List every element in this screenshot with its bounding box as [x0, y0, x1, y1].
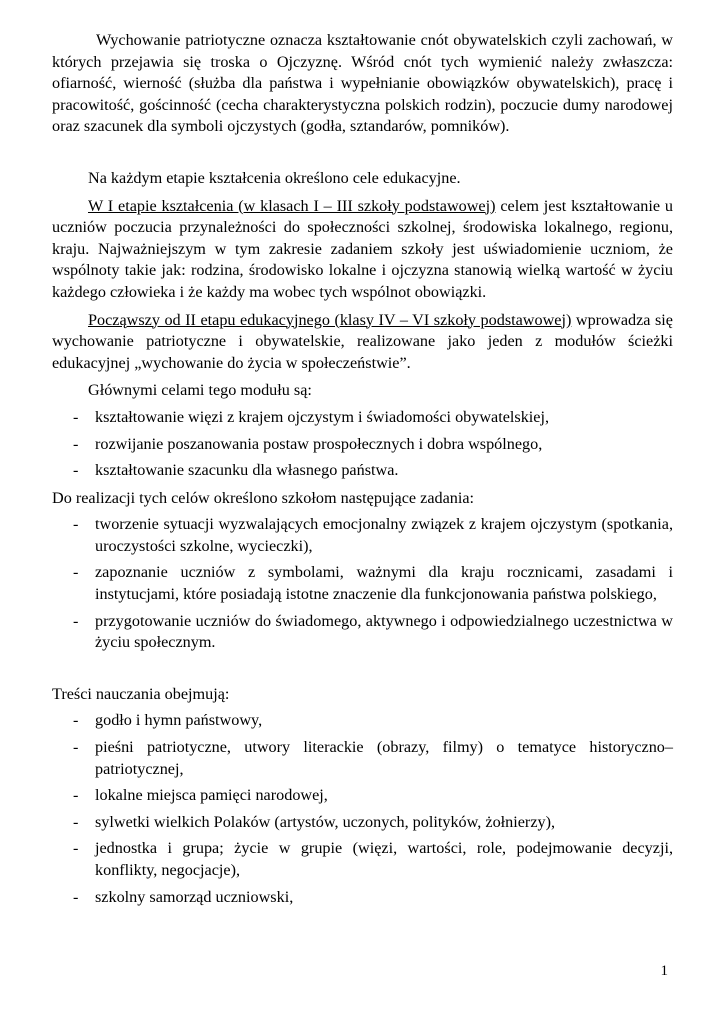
- module-goals-list: [52, 407, 673, 482]
- list-item: - przygotowanie uczniów do świadomego, aktywnego i odpowiedzialnego uczestnictwa w życiu społecznym.: [73, 611, 673, 652]
- dash-bullet: -: [73, 563, 79, 582]
- dash-bullet: -: [73, 786, 79, 805]
- dash-bullet: -: [73, 812, 79, 831]
- stage1-underlined-text: W I etapie kształcenia (w klasach I – III szkoły podstawowej): [88, 196, 496, 215]
- page-number: 1: [660, 963, 668, 979]
- list-item: - lokalne miejsca pamięci narodowej,: [52, 785, 673, 807]
- dash-bullet: -: [73, 887, 79, 906]
- tasks-heading: Do realizacji tych celów określono szkołom następujące zadania:: [52, 488, 475, 507]
- goals-intro-paragraph: Na każdym etapie kształcenia określono cele edukacyjne.: [88, 168, 461, 187]
- dash-bullet: -: [73, 434, 79, 453]
- list-item: - tworzenie sytuacji wyzwalających emocjonalny związek z krajem ojczystym (spotkania, uroczystości szkolne, wycieczki),: [73, 515, 673, 555]
- module-goals-heading: Głównymi celami tego modułu są:: [88, 381, 312, 400]
- list-item: - sylwetki wielkich Polaków (artystów, uczonych, polityków, żołnierzy),: [52, 812, 673, 834]
- tasks-list: [52, 514, 673, 654]
- list-item: - pieśni patriotyczne, utwory literackie (obrazy, filmy) o tematyce historyczno–patriotycznej,: [73, 738, 673, 778]
- list-item: - godło i hymn państwowy,: [52, 710, 673, 732]
- list-item: - kształtowanie szacunku dla własnego państwa.: [52, 460, 673, 482]
- dash-bullet: -: [73, 738, 79, 757]
- dash-bullet: -: [73, 711, 79, 730]
- stage1-text: celem jest kształtowanie u uczniów poczucia przynależności do społeczności szkolnej, środowiska lokalnego, regionu, kraju. Najważniejszym w tym zakresie zadaniem szkoły jest uświadomienie uczniom, że wspólnoty takie jak: rodzina, środowisko lokalne i ojczyzna stanowią wielką wartość w życiu każdego człowieka i że każdy ma wobec tych wspólnot obowiązki.: [52, 196, 674, 301]
- stage2-paragraph: [52, 310, 673, 375]
- stage2-text: wprowadza się wychowanie patriotyczne i obywatelskie, realizowane jako jeden z modułów ścieżki edukacyjnej „wychowanie do życia w społeczeństwie”.: [52, 310, 673, 372]
- list-item: - szkolny samorząd uczniowski,: [52, 887, 673, 909]
- stage2-underlined-text: Począwszy od II etapu edukacyjnego (klasy IV – VI szkoły podstawowej): [88, 310, 572, 329]
- dash-bullet: -: [73, 407, 79, 426]
- list-item: - rozwijanie poszanowania postaw prospołecznych i dobra wspólnego,: [52, 434, 673, 456]
- dash-bullet: -: [73, 515, 79, 534]
- stage1-paragraph: [52, 196, 673, 304]
- dash-bullet: -: [73, 461, 79, 480]
- dash-bullet: -: [73, 611, 79, 630]
- intro-paragraph: Wychowanie patriotyczne oznacza kształtowanie cnót obywatelskich czyli zachowań, w których przejawia się troska o Ojczyznę. Wśród cnót tych wymienić należy zwłaszcza: ofiarność, wierność (służba dla państwa i wypełnianie obowiązków obywatelskich), pracę i pracowitość, gościnność (cecha charakterystyczna polskich rodzin), poczucie dumy narodowej oraz szacunek dla symboli ojczystych (godła, sztandarów, pomników).: [52, 31, 673, 136]
- dash-bullet: -: [73, 839, 79, 858]
- content-heading: Treści nauczania obejmują:: [52, 684, 230, 703]
- list-item: - kształtowanie więzi z krajem ojczystym i świadomości obywatelskiej,: [52, 407, 673, 429]
- document-page: [52, 30, 673, 908]
- content-list: [52, 710, 673, 908]
- list-item: - zapoznanie uczniów z symbolami, ważnymi dla kraju rocznicami, zasadami i instytucjami, które posiadają istotne znaczenie dla funkcjonowania państwa polskiego,: [73, 563, 673, 604]
- list-item: - jednostka i grupa; życie w grupie (więzi, wartości, role, podejmowanie decyzji, konflikty, negocjacje),: [73, 839, 673, 879]
